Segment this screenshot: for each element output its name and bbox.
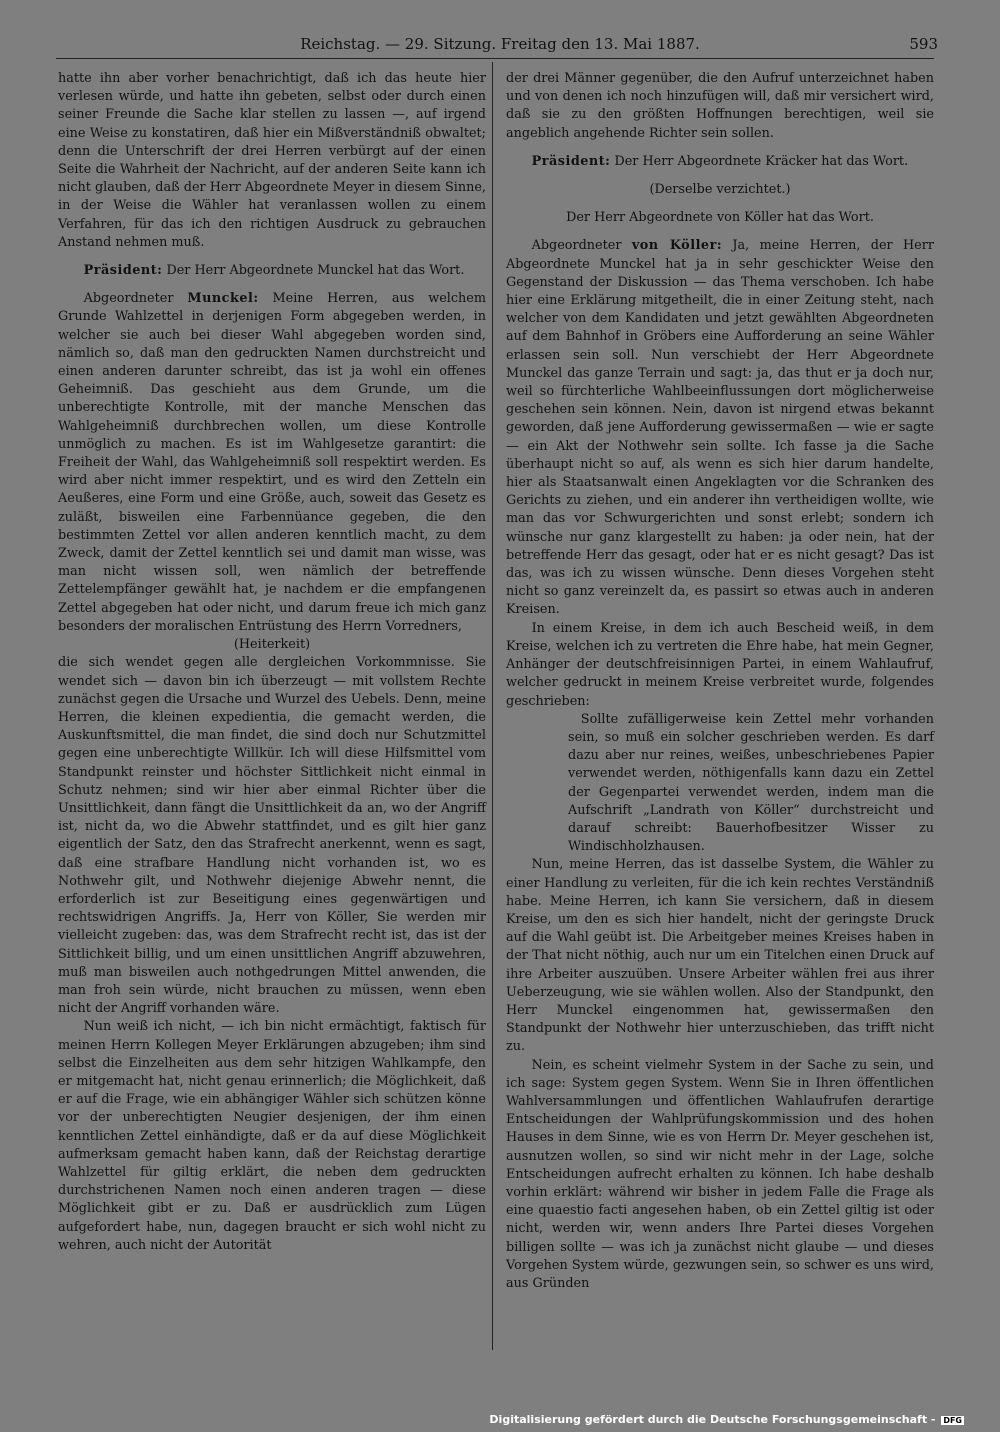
- speaker-label: Munckel:: [187, 291, 259, 307]
- paragraph: Abgeordneter von Köller: Ja, meine Herren, der Herr Abgeordnete Munckel hat ja in sehr geschickter Weise den Gegenstand der Diskussion — das Thema verschoben. Ich habe hier eine Erklärung mitgetheilt, die in einer Zeitung steht, nach welcher von dem Kandidaten und jetzt gewählten Abgeordneten auf dem Bahnhof in Gröbers eine Aufforderung an seine Wähler erlassen sein soll. Nun verschiebt der Herr Abgeordnete Munckel das ganze Terrain und sagt: ja, das thut er ja doch nur, weil so fürchterliche Wahlbeeinflussungen dort möglicherweise geschehen sein können. Nein, davon ist nirgend etwas bekannt geworden, daß jene Aufforderung gewissermaßen — wie er sagte — ein Akt der Nothwehr sein sollte. Ich fasse ja die Sache überhaupt nicht so auf, als wenn es sich hier darum handelte, hier als Staatsanwalt einen Angeklagten vor die Schranken des Gerichts zu ziehen, und ein anderer ihn vertheidigen wollte, wie man das vor Schwurgerichten und sonst erlebt; sondern ich wünsche nur ganz klargestellt zu haben: ja oder nein, hat der betreffende Herr das gesagt, oder hat er es nicht gesagt? Das ist das, was ich zu wissen wünsche. Denn dieses Vorgehen steht nicht so ganz vereinzelt da, es passirt so etwas auch in anderen Kreisen.: [506, 238, 934, 618]
- paragraph: Abgeordneter Munckel: Meine Herren, aus welchem Grunde Wahlzettel in derjenigen Form abgegeben werden, in welcher sie auch bei dieser Wahl abgegeben worden sind, nämlich so, daß man den gedruckten Namen durchstreicht und einen anderen darunter schreibt, das ist ja wohl ein offenes Geheimniß. Das geschieht aus dem Grunde, um die unberechtigte Kontrolle, mit der manche Menschen das Wahlgeheimniß durchbrechen wollen, um diese Kontrolle unmöglich zu machen. Es ist im Wahlgesetze garantirt: die Freiheit der Wahl, das Wahlgeheimniß soll respektirt werden. Es wird aber nicht immer respektirt, und es wird den Zetteln ein Aeußeres, eine Form und eine Größe, auch, soweit das Gesetz es zuläßt, bisweilen eine Farbennüance gegeben, die den bestimmten Zettel vor allen anderen kenntlich macht, zu dem Zweck, damit der Zettel kenntlich sei und damit man wisse, was man nicht wissen soll, wen nämlich der betreffende Zettelempfänger gewählt hat, je nachdem er die empfangenen Zettel abgegeben hat oder nicht, und darum freue ich mich ganz besonders der moralischen Entrüstung des Herrn Vorredners,: [58, 291, 486, 634]
- paragraph: Präsident: Der Herr Abgeordnete Munckel hat das Wort.: [83, 263, 465, 279]
- speaker-label: von Köller:: [631, 238, 723, 254]
- digitization-credit: Digitalisierung gefördert durch die Deutsche Forschungsgemeinschaft - DFG: [489, 1413, 962, 1426]
- paragraph: Nun, meine Herren, das ist dasselbe System, die Wähler zu einer Handlung zu verleiten, für die ich kein rechtes Verständniß habe. Meine Herren, ich kann Sie versichern, daß in diesem Kreise, um den es sich hier handelt, nicht der geringste Druck auf die Wahl geübt ist. Die Arbeitgeber meines Kreises haben in der That nicht nöthig, auch nur um ein Titelchen einen Druck auf ihre Arbeiter auszuüben. Unsere Arbeiter wählen frei aus ihrer Ueberzeugung, wie sie wählen wollen. Also der Standpunkt, den Herr Munckel eingenommen hat, gewissermaßen den Standpunkt der Nothwehr hier unterzuschieben, das trifft nicht zu.: [506, 857, 934, 1055]
- paragraph: Präsident: Der Herr Abgeordnete Kräcker hat das Wort.: [531, 153, 909, 169]
- quotation: Sollte zufälligerweise kein Zettel mehr vorhanden sein, so muß ein solcher geschrieben werden. Es darf dazu aber nur reines, weißes, unbeschriebenes Papier verwendet werden, nöthigenfalls kann dazu ein Zettel der Gegenpartei verwendet werden, indem man die Aufschrift „Landrath von Köller“ durchstreicht und darauf schreibt: Bauerhofbesitzer Wisser zu Windischholzhausen.: [568, 711, 934, 855]
- speaker-prefix: Abgeordneter: [83, 291, 174, 307]
- page-number: 593: [909, 35, 938, 53]
- paragraph: Nun weiß ich nicht, — ich bin nicht ermächtigt, faktisch für meinen Herrn Kollegen Meyer Erklärungen abzugeben; ihm sind selbst die Einzelheiten aus dem sehr hitzigen Wahlkampfe, den er mitgemacht hat, nicht genau erinnerlich; die Möglichkeit, daß er auf die Frage, wie ein abhängiger Wähler sich schützen könne vor der unberechtigten Neugier desjenigen, der ihm einen kenntlichen Zettel einhändigte, daß er da auf diese Möglichkeit aufmerksam gemacht haben kann, daß der Reichstag derartige Wahlzettel für giltig erklärt, die neben dem gedruckten durchstrichenen Namen noch einen anderen tragen — diese Möglichkeit gibt er zu. Daß er ausdrücklich zum Lügen aufgefordert habe, nun, dagegen braucht er sich wohl nicht zu wehren, auch nicht der Autorität: [58, 1019, 486, 1253]
- interjection: (Derselbe verzichtet.): [649, 182, 791, 198]
- column-divider: [492, 62, 493, 1350]
- running-title: Reichstag. — 29. Sitzung. Freitag den 13. Mai 1887.: [300, 35, 700, 53]
- interjection: (Heiterkeit): [233, 637, 311, 653]
- speaker-label: Präsident:: [83, 263, 163, 279]
- speaker-label: Präsident:: [531, 153, 611, 169]
- header-rule: [56, 58, 934, 59]
- dfg-logo: DFG: [943, 1415, 962, 1425]
- speaker-prefix: Abgeordneter: [531, 238, 622, 254]
- left-column: [58, 70, 486, 1255]
- paragraph: Der Herr Abgeordnete von Köller hat das Wort.: [566, 210, 874, 226]
- paragraph: der drei Männer gegenüber, die den Aufruf unterzeichnet haben und von denen ich noch hinzufügen will, daß mir versichert wird, daß sie zu den größten Hoffnungen berechtigen, weil sie angeblich angehende Richter sein sollen.: [506, 71, 934, 141]
- paragraph: Nein, es scheint vielmehr System in der Sache zu sein, und ich sage: System gegen System. Wenn Sie in Ihren öffentlichen Wahlversammlungen und öffentlichen Wahlaufrufen derartige Entscheidungen der Wahlprüfungskommission und des hohen Hauses in dem Sinne, wie es von Herrn Dr. Meyer geschehen ist, ausnutzen wollen, so sind wir nicht mehr in der Lage, solche Entscheidungen aufrecht erhalten zu können. Ich habe deshalb vorhin erklärt: während wir bisher in jedem Falle die Frage als eine quaestio facti angesehen haben, ob ein Zettel giltig ist oder nicht, werden wir, wenn anders Ihre Partei dieses Vorgehen billigen sollte — was ich ja zunächst nicht glaube — und dieses Vorgehen System würde, gezwungen sein, so schwer es uns wird, aus Gründen: [506, 1057, 934, 1291]
- right-column: [506, 70, 934, 1293]
- paragraph: hatte ihn aber vorher benachrichtigt, daß ich das heute hier verlesen würde, und hatte ihn gebeten, selbst oder durch einen seiner Freunde die Sache klar stellen zu lassen —, auf irgend eine Weise zu konstatiren, daß hier ein Mißverständniß obwaltet; denn die Unterschrift der drei Herren verbürgt auf der einen Seite die Wahrheit der Nachricht, auf der anderen Seite kann ich nicht glauben, daß der Herr Abgeordnete Meyer in diesem Sinne, in der Weise die Wähler hat veranlassen wollen zu einem Verfahren, für das ich den richtigen Ausdruck zu gebrauchen Anstand nehmen muß.: [58, 71, 486, 250]
- page-header: [0, 32, 1000, 58]
- paragraph: die sich wendet gegen alle dergleichen Vorkommnisse. Sie wendet sich — davon bin ich überzeugt — mit vollstem Rechte zunächst gegen die Ursache und Wurzel des Uebels. Denn, meine Herren, die kleinen expedientia, die gemacht werden, die Auskunftsmittel, die man findet, die sind doch nur Schutzmittel gegen eine unberechtigte Willkür. Ich will diese Hilfsmittel vom Standpunkt reinster und höchster Sittlichkeit nicht einmal in Schutz nehmen; sind wir hier aber einmal Richter über die Unsittlichkeit, dann fängt die Unsittlichkeit da an, wo der Angriff ist, nicht da, wo die Abwehr stattfindet, und es gilt hier ganz eigentlich der Satz, den das Strafrecht anerkennt, wenn es sagt, daß eine strafbare Handlung nicht vorhanden ist, wo es Nothwehr gilt, und Nothwehr diejenige Abwehr nennt, die erforderlich ist zur Beseitigung eines gegenwärtigen und rechtswidrigen Angriffs. Ja, Herr von Köller, Sie werden mir vielleicht zugeben: das, was dem Strafrecht recht ist, das ist der Sittlichkeit billig, und um einen unsittlichen Angriff abzuwehren, muß man bisweilen auch nothgedrungen Mittel anwenden, die man froh sein würde, nicht brauchen zu müssen, wenn eben nicht der Angriff vorhanden wäre.: [58, 655, 486, 1017]
- paragraph: In einem Kreise, in dem ich auch Bescheid weiß, in dem Kreise, welchen ich zu vertreten die Ehre habe, hat mein Gegner, Anhänger der deutschfreisinnigen Partei, in einem Wahlaufruf, welcher gedruckt in meinem Kreise verbreitet wurde, folgendes geschrieben:: [506, 620, 934, 709]
